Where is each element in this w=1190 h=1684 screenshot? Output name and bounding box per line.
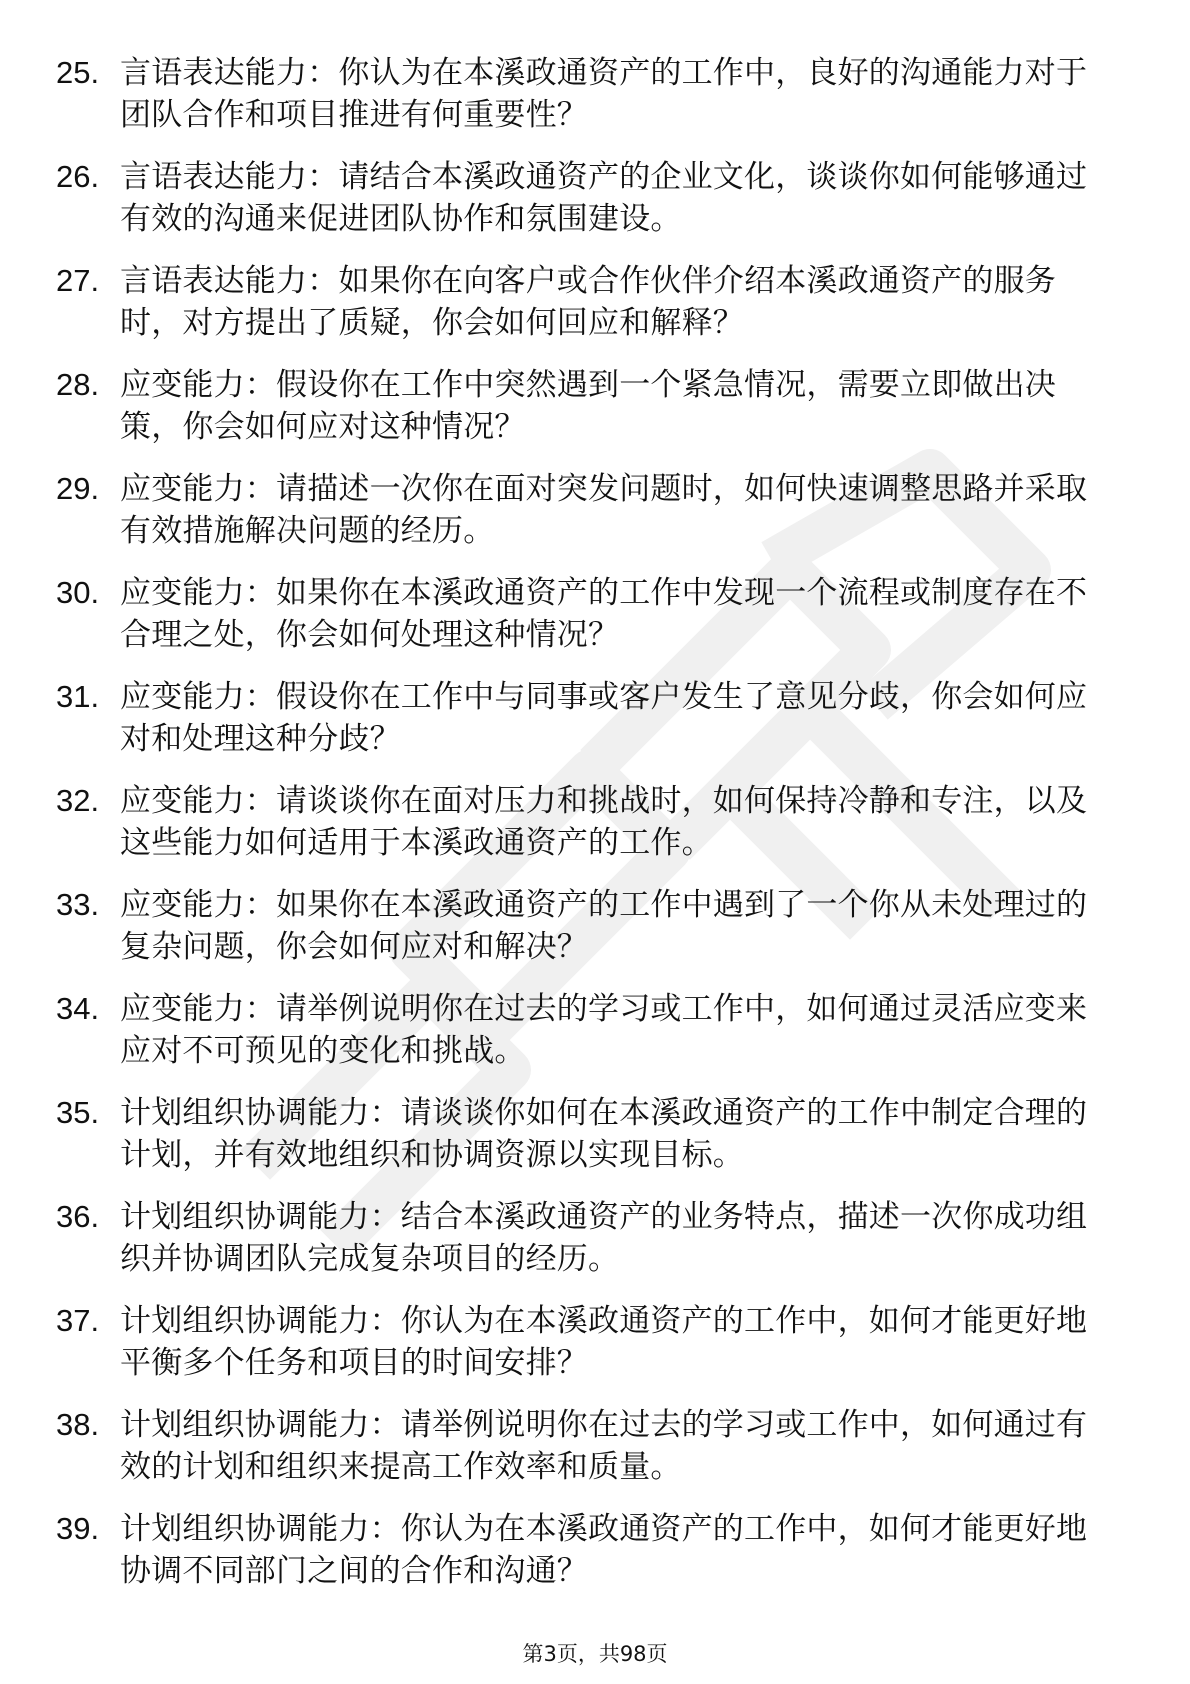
question-text: 计划组织协调能力：你认为在本溪政通资产的工作中，如何才能更好地平衡多个任务和项目的时间安排？	[120, 1303, 1088, 1381]
question-number: 34.	[56, 991, 100, 1026]
question-number: 28.	[56, 367, 100, 402]
question-text: 应变能力：假设你在工作中与同事或客户发生了意见分歧，你会如何应对和处理这种分歧？	[120, 679, 1088, 757]
question-text: 计划组织协调能力：结合本溪政通资产的业务特点，描述一次你成功组织并协调团队完成复杂项目的经历。	[120, 1199, 1088, 1277]
list-item	[56, 468, 1116, 572]
question-text: 应变能力：请描述一次你在面对突发问题时，如何快速调整思路并采取有效措施解决问题的经历。	[120, 471, 1088, 549]
list-item	[56, 884, 1116, 988]
question-text: 言语表达能力：如果你在向客户或合作伙伴介绍本溪政通资产的服务时，对方提出了质疑，你会如何回应和解释？	[120, 263, 1056, 341]
list-item	[56, 676, 1116, 780]
question-number: 29.	[56, 471, 100, 506]
question-text: 计划组织协调能力：请谈谈你如何在本溪政通资产的工作中制定合理的计划，并有效地组织和协调资源以实现目标。	[120, 1095, 1088, 1173]
question-number: 39.	[56, 1511, 100, 1546]
question-text: 计划组织协调能力：请举例说明你在过去的学习或工作中，如何通过有效的计划和组织来提高工作效率和质量。	[120, 1407, 1088, 1485]
list-item	[56, 1300, 1116, 1404]
question-number: 37.	[56, 1303, 100, 1338]
question-number: 33.	[56, 887, 100, 922]
list-item	[56, 52, 1116, 156]
question-text: 计划组织协调能力：你认为在本溪政通资产的工作中，如何才能更好地协调不同部门之间的合作和沟通？	[120, 1511, 1088, 1589]
list-item	[56, 1404, 1116, 1508]
question-number: 27.	[56, 263, 100, 298]
question-text: 应变能力：如果你在本溪政通资产的工作中遇到了一个你从未处理过的复杂问题，你会如何应对和解决？	[120, 887, 1088, 965]
list-item	[56, 572, 1116, 676]
question-number: 35.	[56, 1095, 100, 1130]
list-item	[56, 1508, 1116, 1612]
list-item	[56, 260, 1116, 364]
page-number-label: 第3页，共98页	[522, 1642, 668, 1666]
question-text: 言语表达能力：你认为在本溪政通资产的工作中，良好的沟通能力对于团队合作和项目推进有何重要性？	[120, 55, 1088, 133]
list-item	[56, 988, 1116, 1092]
question-text: 应变能力：请举例说明你在过去的学习或工作中，如何通过灵活应变来应对不可预见的变化和挑战。	[120, 991, 1088, 1069]
list-item	[56, 1196, 1116, 1300]
question-text: 应变能力：请谈谈你在面对压力和挑战时，如何保持冷静和专注，以及这些能力如何适用于本溪政通资产的工作。	[120, 783, 1088, 861]
question-text: 应变能力：假设你在工作中突然遇到一个紧急情况，需要立即做出决策，你会如何应对这种情况？	[120, 367, 1056, 445]
question-number: 32.	[56, 783, 100, 818]
question-number: 31.	[56, 679, 100, 714]
list-item	[56, 1092, 1116, 1196]
question-number: 38.	[56, 1407, 100, 1442]
question-number: 26.	[56, 159, 100, 194]
question-number: 25.	[56, 55, 100, 90]
question-number: 36.	[56, 1199, 100, 1234]
list-item	[56, 780, 1116, 884]
page-footer	[0, 1640, 1190, 1668]
list-item	[56, 156, 1116, 260]
list-item	[56, 364, 1116, 468]
question-text: 应变能力：如果你在本溪政通资产的工作中发现一个流程或制度存在不合理之处，你会如何处理这种情况？	[120, 575, 1088, 653]
question-list	[56, 52, 1116, 1612]
question-text: 言语表达能力：请结合本溪政通资产的企业文化，谈谈你如何能够通过有效的沟通来促进团队协作和氛围建设。	[120, 159, 1088, 237]
question-number: 30.	[56, 575, 100, 610]
